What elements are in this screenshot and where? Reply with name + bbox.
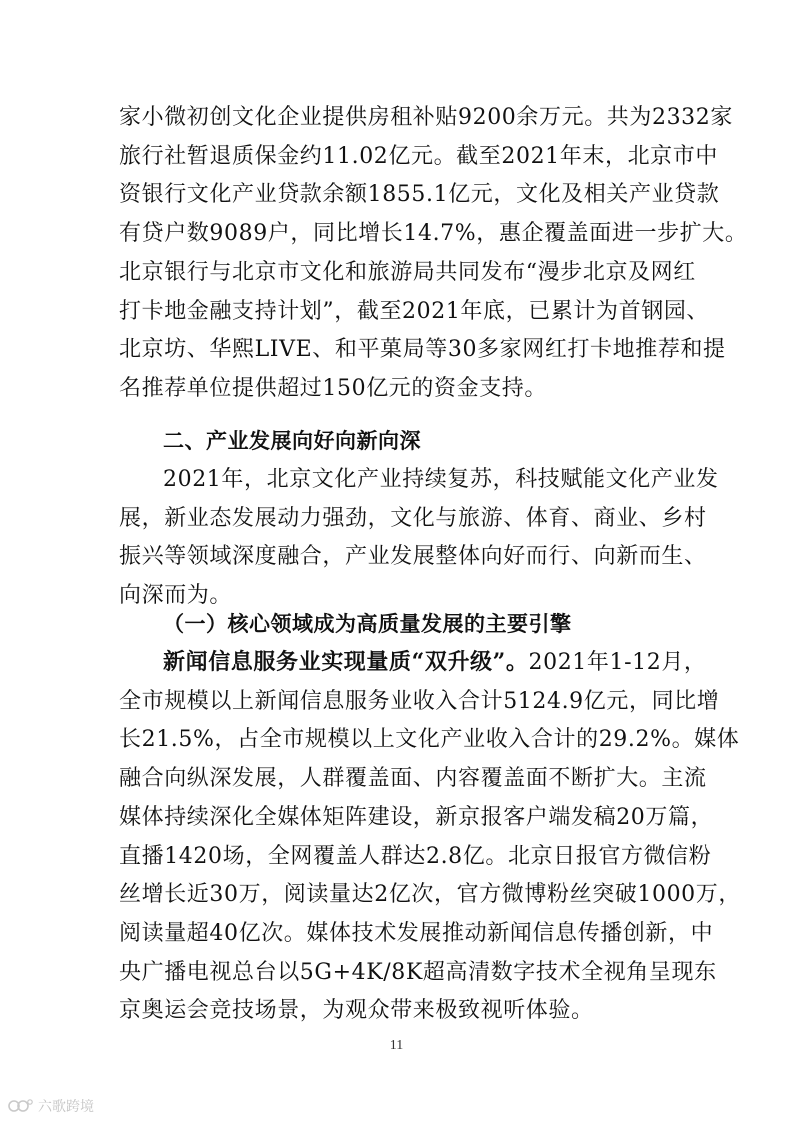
paragraph-lead: 新闻信息服务业实现量质“双升级”。 <box>163 649 529 675</box>
text-line: 北京坊、华熙LIVE、和平菓局等30多家网红打卡地推荐和提 <box>119 337 726 363</box>
text-line: 直播1420场，全网覆盖人群达2.8亿。北京日报官方微信粉 <box>119 843 712 869</box>
text-line: 融合向纵深发展，人群覆盖面、内容覆盖面不断扩大。主流 <box>119 766 707 792</box>
text-line: 全市规模以上新闻信息服务业收入合计5124.9亿元，同比增 <box>119 688 720 714</box>
text-line: 有贷户数9089户，同比增长14.7%，惠企覆盖面进一步扩大。 <box>119 221 748 247</box>
text-line: 打卡地金融支持计划”，截至2021年底，已累计为首钢园、 <box>119 298 710 324</box>
subsection-heading: （一）核心领域成为高质量发展的主要引擎 <box>163 611 572 636</box>
paragraph-news-information <box>119 643 741 1031</box>
watermark <box>8 1095 94 1117</box>
text-line: 家小微初创文化企业提供房租补贴9200余万元。共为2332家 <box>119 105 733 130</box>
text-line: 展，新业态发展动力强劲，文化与旅游、体育、商业、乡村 <box>119 505 707 531</box>
text-line-first <box>119 643 707 683</box>
text-line: 长21.5%，占全市规模以上文化产业收入合计的29.2%。媒体 <box>119 727 740 753</box>
text-line: 央广播电视总台以5G+4K/8K超高清数字技术全视角呈现东 <box>119 959 717 985</box>
text-line: 丝增长近30万，阅读量达2亿次，官方微博粉丝突破1000万， <box>119 882 741 908</box>
text-line: 振兴等领域深度融合，产业发展整体向好而行、向新而生、 <box>119 544 707 570</box>
text-line: 北京银行与北京市文化和旅游局共同发布“漫步北京及网红 <box>119 259 696 285</box>
paragraph-industry-recovery <box>119 461 719 616</box>
text-line: 名推荐单位提供超过150亿元的资金支持。 <box>119 375 547 401</box>
text-line: 资银行文化产业贷款余额1855.1亿元，文化及相关产业贷款 <box>119 182 720 208</box>
text-line: 向深而为。 <box>119 583 233 609</box>
paragraph-funding-support <box>119 99 748 409</box>
watermark-logo-icon <box>8 1097 34 1115</box>
watermark-text: 六歌跨境 <box>38 1099 94 1115</box>
text-line: 旅行社暂退质保金约11.02亿元。截至2021年末，北京市中 <box>119 143 718 169</box>
text-line: 2021年，北京文化产业持续复苏，科技赋能文化产业发 <box>163 467 719 492</box>
text-line: 阅读量超40亿次。媒体技术发展推动新闻信息传播创新，中 <box>119 920 714 946</box>
text-line: 京奥运会竞技场景，为观众带来极致视听体验。 <box>119 998 594 1024</box>
paragraph-lead-rest: 2021年1-12月， <box>528 650 707 675</box>
text-line: 媒体持续深化全媒体矩阵建设，新京报客户端发稿20万篇， <box>119 804 714 830</box>
section-heading: 二、产业发展向好向新向深 <box>163 429 421 453</box>
page-number: 11 <box>389 1038 404 1053</box>
